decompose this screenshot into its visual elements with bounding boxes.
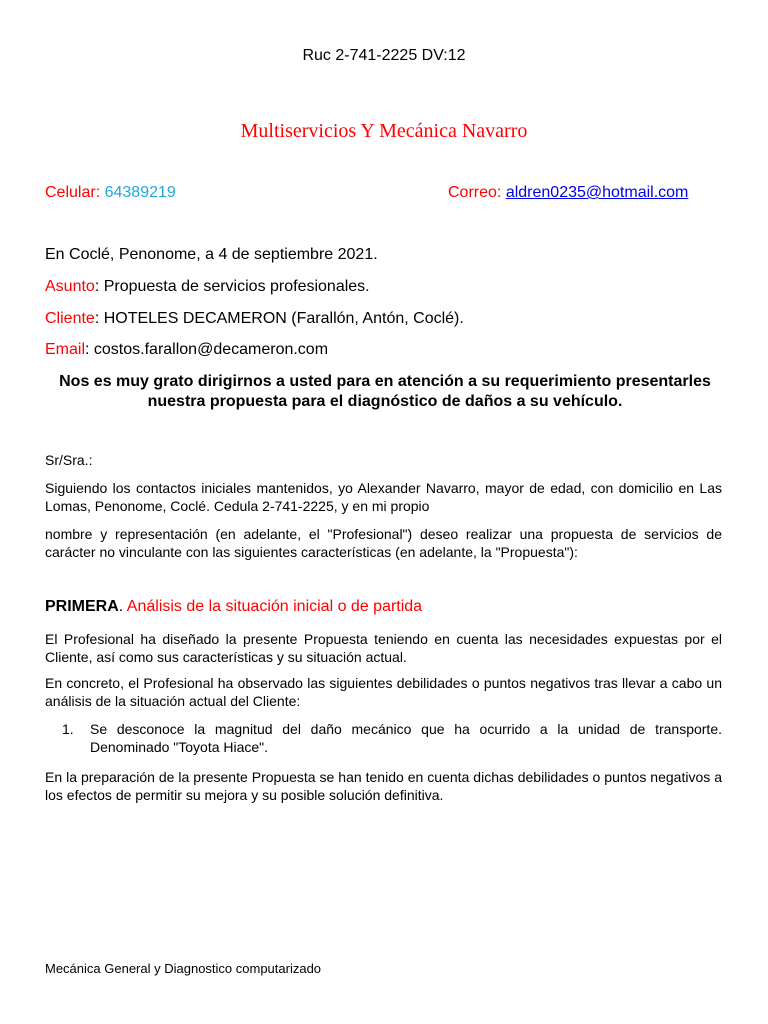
section-paragraph-2: En concreto, el Profesional ha observado las siguientes debilidades o puntos negativos tras llevar a cabo un análisis de la situación actual del Cliente: <box>45 675 722 709</box>
client-line <box>45 310 464 328</box>
section-label: PRIMERA <box>45 598 119 615</box>
phone-value: 64389219 <box>104 184 176 201</box>
phone-label: Celular: <box>45 184 101 201</box>
section-dot: . <box>118 598 127 615</box>
email-label: Correo: <box>448 184 502 201</box>
proposal-paragraph: nombre y representación (en adelante, el "Profesional") deseo realizar una propuesta de servicios de carácter no vinculante con las siguientes características (en adelante, la "Propuesta"): <box>45 526 722 560</box>
email-line <box>448 184 688 202</box>
phone-line <box>45 184 176 202</box>
section-paragraph-3: En la preparación de la presente Propuesta se han tenido en cuenta dichas debilidades o puntos negativos a los efectos de permitir su mejora y su posible solución definitiva. <box>45 769 722 803</box>
company-name: Multiservicios Y Mecánica Navarro <box>240 120 528 142</box>
ruc-line: Ruc 2-741-2225 DV:12 <box>302 47 466 64</box>
list-item-number: 1. <box>62 721 74 737</box>
page-footer: Mecánica General y Diagnostico computarizado <box>45 961 322 976</box>
subject-line <box>45 278 370 296</box>
client-email-label: Email <box>45 341 86 358</box>
client-email-line <box>45 341 328 359</box>
weakness-list <box>62 720 722 756</box>
intro-body-paragraph: Siguiendo los contactos iniciales mantenidos, yo Alexander Navarro, mayor de edad, con domicilio en Las Lomas, Penonome, Coclé. Cedula 2-741-2225, y en mi propio <box>45 480 722 514</box>
client-email-value: : costos.farallon@decameron.com <box>85 341 329 358</box>
place-date: En Coclé, Penonome, a 4 de septiembre 2021. <box>45 246 378 263</box>
list-item-text: Se desconoce la magnitud del daño mecánico que ha ocurrido a la unidad de transporte. Denominado "Toyota Hiace". <box>90 721 722 755</box>
client-value: : HOTELES DECAMERON (Farallón, Antón, Coclé). <box>94 310 464 327</box>
subject-label: Asunto <box>45 278 95 295</box>
email-link[interactable]: aldren0235@hotmail.com <box>505 184 689 201</box>
section-paragraph-1: El Profesional ha diseñado la presente Propuesta teniendo en cuenta las necesidades expuestas por el Cliente, así como sus características y su situación actual. <box>45 631 722 665</box>
section-heading <box>45 598 422 616</box>
client-label: Cliente <box>45 310 95 327</box>
subject-value: : Propuesta de servicios profesionales. <box>94 278 370 295</box>
intro-paragraph: Nos es muy grato dirigirnos a usted para en atención a su requerimiento presentarles nuestra propuesta para el diagnóstico de daños a su vehículo. <box>59 373 711 410</box>
section-title: Análisis de la situación inicial o de partida <box>126 598 423 615</box>
list-item <box>62 720 722 756</box>
salutation: Sr/Sra.: <box>45 452 93 468</box>
